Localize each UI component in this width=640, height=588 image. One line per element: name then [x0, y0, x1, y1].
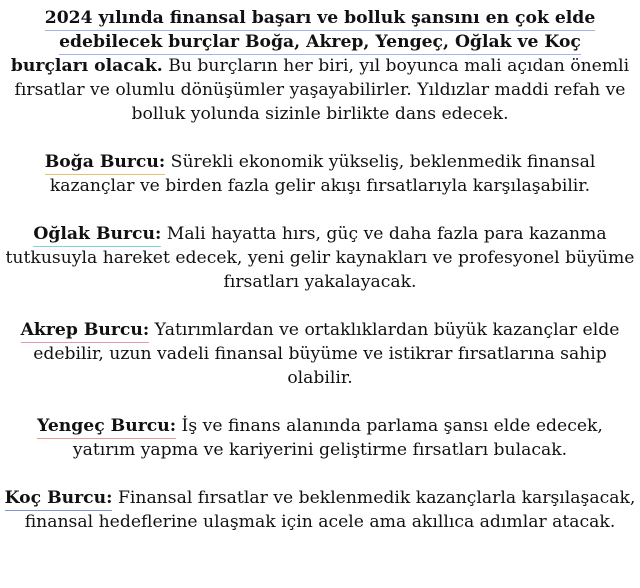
- sign-text-boga: Sürekli ekonomik yükseliş, beklenmedik finansal kazançlar ve birden fazla gelir akışı fırsatlarıyla karşılaşabilir.: [49, 152, 596, 196]
- sign-title-koc: Koç Burcu:: [5, 488, 113, 511]
- sign-paragraph-akrep: [4, 318, 636, 390]
- sign-title-yengec: Yengeç Burcu:: [37, 416, 176, 439]
- sign-paragraph-yengec: [4, 414, 636, 462]
- sign-paragraph-oglak: [4, 222, 636, 294]
- sign-text-oglak: Mali hayatta hırs, güç ve daha fazla para kazanma tutkusuyla hareket edecek, yeni gelir kaynakları ve profesyonel büyüme fırsatları yakalayacak.: [5, 224, 635, 292]
- sign-text-koc: Finansal fırsatlar ve beklenmedik kazançlarla karşılaşacak, finansal hedeflerine ulaşmak için acele ama akıllıca adımlar atacak.: [24, 488, 636, 532]
- sign-text-akrep: Yatırımlardan ve ortaklıklardan büyük kazançlar elde edebilir, uzun vadeli finansal büyüme ve istikrar fırsatlarına sahip olabilir.: [33, 320, 620, 388]
- intro-body: Bu burçların her biri, yıl boyunca mali açıdan önemli fırsatlar ve olumlu dönüşümler yaşayabilirler. Yıldızlar maddi refah ve bolluk yolunda sizinle birlikte dans edecek.: [14, 56, 630, 124]
- sign-text-yengec: İş ve finans alanında parlama şansı elde edecek, yatırım yapma ve kariyerini geliştirme fırsatları bulacak.: [72, 416, 603, 460]
- intro-bold-line2: edebilecek burçlar Boğa, Akrep, Yengeç, Oğlak ve Koç: [59, 32, 581, 55]
- intro-paragraph: [4, 6, 636, 126]
- sign-title-oglak: Oğlak Burcu:: [33, 224, 161, 247]
- sign-paragraph-koc: [4, 486, 636, 534]
- sign-title-akrep: Akrep Burcu:: [21, 320, 150, 343]
- sign-title-boga: Boğa Burcu:: [45, 152, 166, 175]
- sign-paragraph-boga: [4, 150, 636, 198]
- intro-bold-line1: 2024 yılında finansal başarı ve bolluk şansını en çok elde: [45, 8, 596, 31]
- intro-bold-line3: burçları olacak.: [10, 56, 163, 76]
